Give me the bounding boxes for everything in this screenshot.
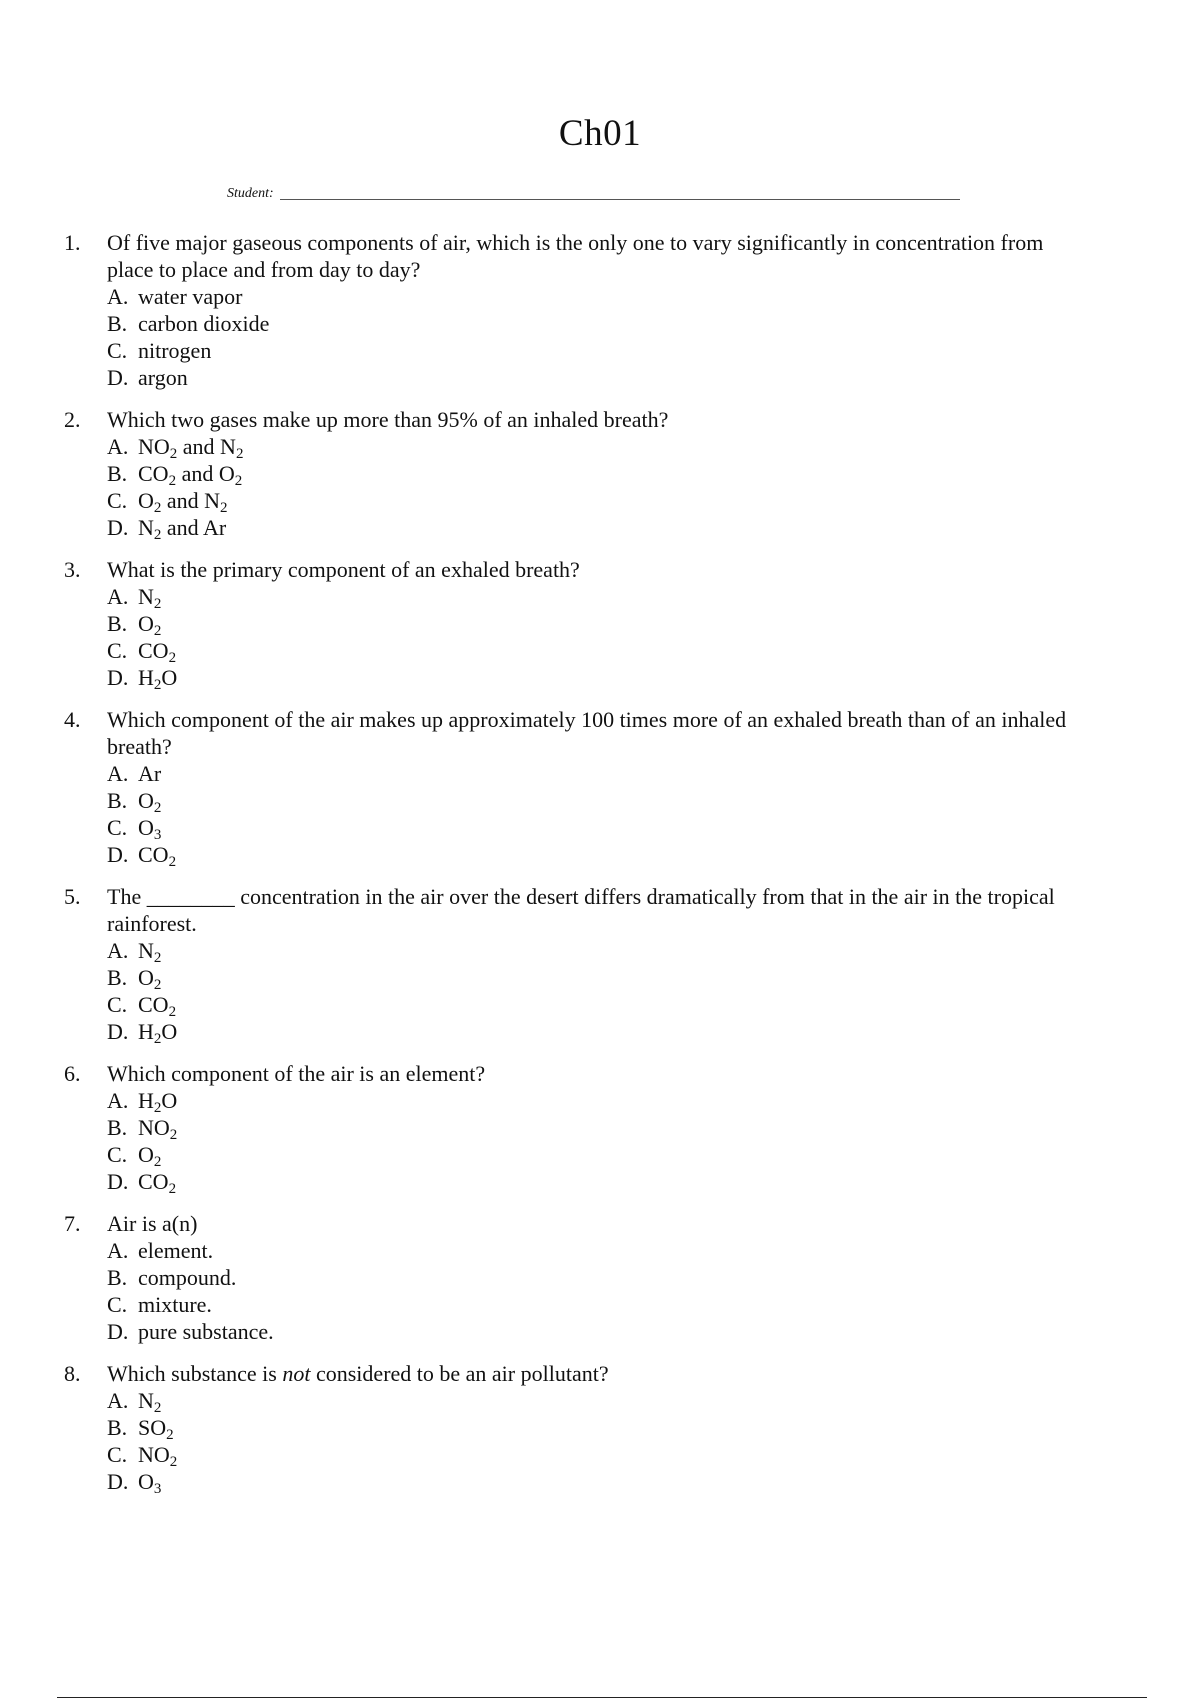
choice-label: A. <box>107 1088 129 1113</box>
question-7 <box>64 1210 1094 1345</box>
question-2 <box>64 406 1094 541</box>
choice-text: $O_2$ <box>138 965 162 993</box>
choice-label: B. <box>107 461 128 486</box>
answer-choice-c[interactable] <box>107 814 1094 841</box>
choice-label: A. <box>107 434 129 459</box>
question-6 <box>64 1060 1094 1195</box>
choice-text: $CO_2$ <box>138 638 177 666</box>
student-name-line[interactable] <box>280 199 960 200</box>
choice-label: B. <box>107 1115 128 1140</box>
choice-label: B. <box>107 611 128 636</box>
choice-label: D. <box>107 1319 129 1344</box>
choice-label: C. <box>107 488 128 513</box>
choice-label: C. <box>107 1142 128 1167</box>
choice-label: C. <box>107 1292 128 1317</box>
choice-text: $O_2$ <box>138 611 162 639</box>
question-5 <box>64 883 1094 1045</box>
choice-text: $SO_2$ <box>138 1415 174 1443</box>
choice-text: $O_2$ <box>138 1142 162 1170</box>
choice-label: B. <box>107 1415 128 1440</box>
question-text: Of five major gaseous components of air, which is the only one to vary significantly in concentration from place to place and from day to day? <box>107 230 1044 282</box>
answer-choice-c[interactable] <box>107 337 1094 364</box>
choice-label: B. <box>107 788 128 813</box>
answer-choice-d[interactable] <box>107 1018 1094 1045</box>
question-number: 4. <box>64 707 81 732</box>
choice-text: $CO_2$ <box>138 842 177 870</box>
choice-text: compound. <box>138 1265 237 1290</box>
choice-text: nitrogen <box>138 338 212 363</box>
question-text: Which substance is not considered to be an air pollutant? <box>107 1361 609 1386</box>
question-number: 2. <box>64 407 81 432</box>
choice-text: $CO_2$ <box>138 992 177 1020</box>
answer-choice-b[interactable] <box>107 610 1094 637</box>
question-number: 6. <box>64 1061 81 1086</box>
choice-text: $CO_2$ <box>138 1169 177 1197</box>
choice-label: A. <box>107 1238 129 1263</box>
answer-choice-a[interactable] <box>107 583 1094 610</box>
question-text: Which component of the air makes up approximately 100 times more of an exhaled breath than of an inhaled breath? <box>107 707 1067 759</box>
question-text: What is the primary component of an exhaled breath? <box>107 557 580 582</box>
answer-choices <box>107 283 1094 391</box>
choice-label: D. <box>107 842 129 867</box>
choice-text: element. <box>138 1238 214 1263</box>
question-number: 7. <box>64 1211 81 1236</box>
answer-choice-d[interactable] <box>107 514 1094 541</box>
answer-choice-b[interactable] <box>107 964 1094 991</box>
answer-choice-a[interactable] <box>107 937 1094 964</box>
question-8 <box>64 1360 1094 1495</box>
answer-choice-c[interactable] <box>107 487 1094 514</box>
choice-text: $NO_2$ <box>138 1442 178 1470</box>
question-1 <box>64 229 1094 391</box>
page-title: Ch01 <box>558 113 642 154</box>
question-3 <box>64 556 1094 691</box>
choice-text: $N_2$ <box>138 938 162 966</box>
choice-text: $O_3$ <box>138 815 162 843</box>
answer-choices <box>107 1087 1094 1195</box>
choice-text: argon <box>138 365 188 390</box>
choice-text: $N_2$ and Ar <box>138 515 227 543</box>
question-text: Which component of the air is an element? <box>107 1061 486 1086</box>
choice-text: $H_2O$ <box>138 1019 178 1047</box>
student-label: Student: <box>227 186 274 201</box>
question-text: Air is a(n) <box>107 1211 198 1236</box>
choice-text: water vapor <box>138 284 243 309</box>
question-number: 1. <box>64 230 81 255</box>
choice-label: A. <box>107 1388 129 1413</box>
answer-choices <box>107 937 1094 1045</box>
answer-choice-c[interactable] <box>107 637 1094 664</box>
answer-choices <box>107 760 1094 868</box>
choice-text: mixture. <box>138 1292 212 1317</box>
choice-text: $H_2O$ <box>138 1088 178 1116</box>
choice-label: B. <box>107 965 128 990</box>
choice-text: $N_2$ <box>138 1388 162 1416</box>
answer-choice-d[interactable] <box>107 364 1094 391</box>
choice-text: pure substance. <box>138 1319 274 1344</box>
answer-choice-c[interactable] <box>107 1291 1094 1318</box>
choice-text: Ar <box>138 761 162 786</box>
choice-label: D. <box>107 365 129 390</box>
question-list <box>64 229 1094 1510</box>
answer-choice-d[interactable] <box>107 1168 1094 1195</box>
answer-choice-a[interactable] <box>107 283 1094 310</box>
answer-choice-b[interactable] <box>107 787 1094 814</box>
choice-label: B. <box>107 311 128 336</box>
choice-label: A. <box>107 938 129 963</box>
choice-label: D. <box>107 1169 129 1194</box>
choice-label: D. <box>107 1469 129 1494</box>
choice-text: $O_2$ <box>138 788 162 816</box>
choice-text: $O_3$ <box>138 1469 162 1497</box>
choice-label: A. <box>107 761 129 786</box>
answer-choice-a[interactable] <box>107 760 1094 787</box>
answer-choice-d[interactable] <box>107 1468 1094 1495</box>
answer-choice-b[interactable] <box>107 310 1094 337</box>
choice-text: carbon dioxide <box>138 311 270 336</box>
answer-choice-c[interactable] <box>107 991 1094 1018</box>
choice-label: C. <box>107 1442 128 1467</box>
answer-choice-b[interactable] <box>107 460 1094 487</box>
answer-choice-b[interactable] <box>107 1414 1094 1441</box>
answer-choice-b[interactable] <box>107 1114 1094 1141</box>
answer-choice-d[interactable] <box>107 1318 1094 1345</box>
answer-choice-a[interactable] <box>107 1087 1094 1114</box>
choice-label: D. <box>107 1019 129 1044</box>
answer-choices <box>107 583 1094 691</box>
choice-label: D. <box>107 665 129 690</box>
choice-label: C. <box>107 815 128 840</box>
choice-text: $H_2O$ <box>138 665 178 693</box>
question-number: 5. <box>64 884 81 909</box>
choice-text: $N_2$ <box>138 584 162 612</box>
answer-choice-a[interactable] <box>107 433 1094 460</box>
answer-choice-c[interactable] <box>107 1441 1094 1468</box>
answer-choice-b[interactable] <box>107 1264 1094 1291</box>
question-number: 8. <box>64 1361 81 1386</box>
choice-label: C. <box>107 992 128 1017</box>
choice-label: C. <box>107 338 128 363</box>
page-bottom-rule <box>57 1697 1147 1698</box>
answer-choice-d[interactable] <box>107 841 1094 868</box>
question-text: Which two gases make up more than 95% of an inhaled breath? <box>107 407 669 432</box>
answer-choices <box>107 1237 1094 1345</box>
student-field <box>227 186 960 202</box>
answer-choice-a[interactable] <box>107 1387 1094 1414</box>
choice-text: $O_2$ and $N_2$ <box>138 488 228 516</box>
choice-text: $NO_2$ and $N_2$ <box>138 434 244 462</box>
choice-label: D. <box>107 515 129 540</box>
answer-choices <box>107 1387 1094 1495</box>
choice-label: C. <box>107 638 128 663</box>
question-text: The ________ concentration in the air over the desert differs dramatically from that in the air in the tropical rainforest. <box>107 884 1055 936</box>
choice-label: A. <box>107 284 129 309</box>
choice-label: B. <box>107 1265 128 1290</box>
answer-choice-a[interactable] <box>107 1237 1094 1264</box>
choice-text: $NO_2$ <box>138 1115 178 1143</box>
answer-choices <box>107 433 1094 541</box>
question-number: 3. <box>64 557 81 582</box>
choice-label: A. <box>107 584 129 609</box>
question-4 <box>64 706 1094 868</box>
answer-choice-c[interactable] <box>107 1141 1094 1168</box>
answer-choice-d[interactable] <box>107 664 1094 691</box>
choice-text: $CO_2$ and $O_2$ <box>138 461 243 489</box>
